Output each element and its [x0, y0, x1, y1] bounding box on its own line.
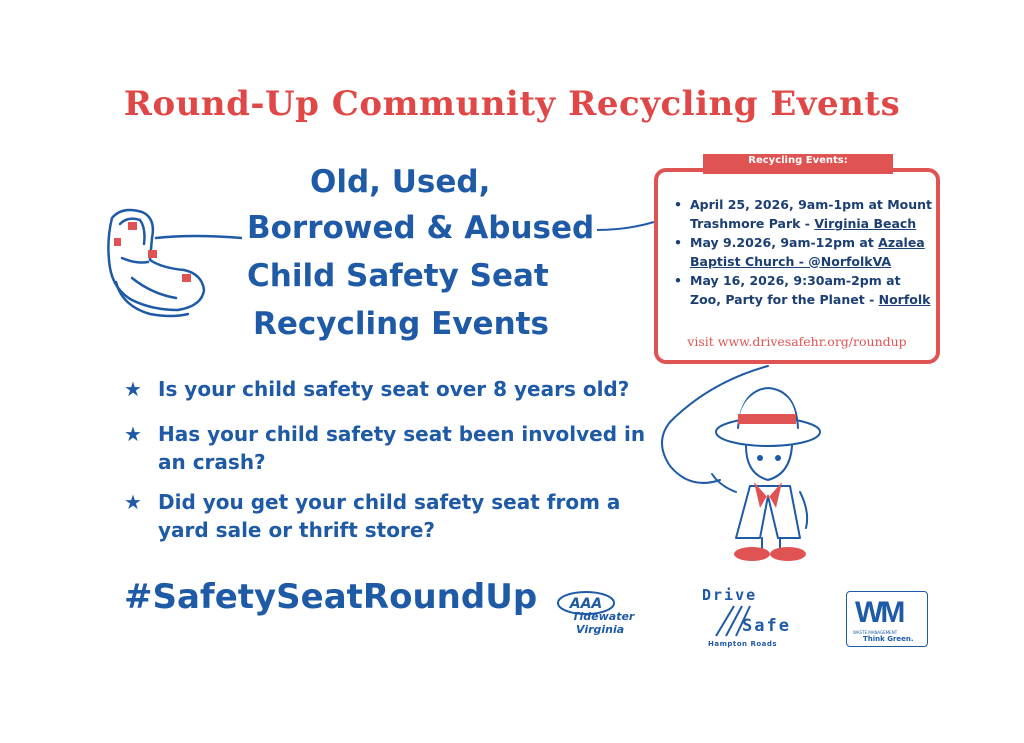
question-item	[124, 375, 630, 403]
question-text: Is your child safety seat over 8 years old?	[158, 377, 630, 401]
question-item	[124, 420, 648, 476]
star-icon: ★	[124, 377, 142, 401]
event-text: April 25, 2026, 9am-1pm at Mount Trashmore Park -	[690, 197, 933, 231]
aaa-logo	[556, 590, 640, 648]
wm-tagline: Think Green.	[863, 635, 914, 643]
connector-line	[597, 200, 657, 240]
event-link[interactable]: Norfolk	[878, 291, 931, 307]
star-icon: ★	[124, 490, 142, 514]
page-title: Round-Up Community Recycling Events	[123, 84, 901, 124]
headline-line-1: Old, Used,	[310, 164, 491, 200]
headline-line-2: Borrowed & Abused	[247, 210, 595, 246]
drive-safe-safe: Safe	[742, 616, 791, 636]
event-link[interactable]: Virginia Beach	[814, 215, 917, 231]
event-item	[670, 272, 934, 309]
question-text: Has your child safety seat been involved in an crash?	[158, 422, 646, 474]
events-list	[670, 196, 934, 310]
star-icon: ★	[124, 422, 142, 446]
hashtag: #SafetySeatRoundUp	[124, 577, 538, 617]
event-text: May 16, 2026, 9:30am-2pm at Zoo, Party for the Planet -	[690, 273, 901, 307]
question-item	[124, 488, 648, 544]
visit-url[interactable]: visit www.drivesafehr.org/roundup	[687, 334, 907, 349]
drive-safe-sub: Hampton Roads	[708, 640, 778, 648]
wm-logo	[846, 591, 928, 647]
drive-safe-drive: Drive	[702, 586, 758, 604]
aaa-mark-text: AAA	[569, 596, 603, 612]
drive-safe-logo	[696, 586, 796, 652]
event-item	[670, 234, 934, 271]
cowboy-illustration	[650, 362, 830, 572]
headline-line-4: Recycling Events	[253, 306, 549, 342]
car-seat-illustration	[92, 198, 242, 328]
aaa-line1: Tidewater	[572, 610, 635, 623]
event-text: May 9.2026, 9am-12pm at	[690, 235, 879, 250]
event-item	[670, 196, 934, 233]
wm-mark: WM	[855, 596, 903, 629]
wm-small: WASTE MANAGEMENT	[853, 630, 898, 635]
events-box-tab: Recycling Events:	[703, 154, 893, 174]
headline-line-3: Child Safety Seat	[247, 258, 549, 294]
aaa-line2: Virginia	[576, 623, 625, 636]
event-link[interactable]: Azalea Baptist Church - @NorfolkVA	[690, 235, 925, 269]
question-text: Did you get your child safety seat from a yard sale or thrift store?	[158, 490, 621, 542]
